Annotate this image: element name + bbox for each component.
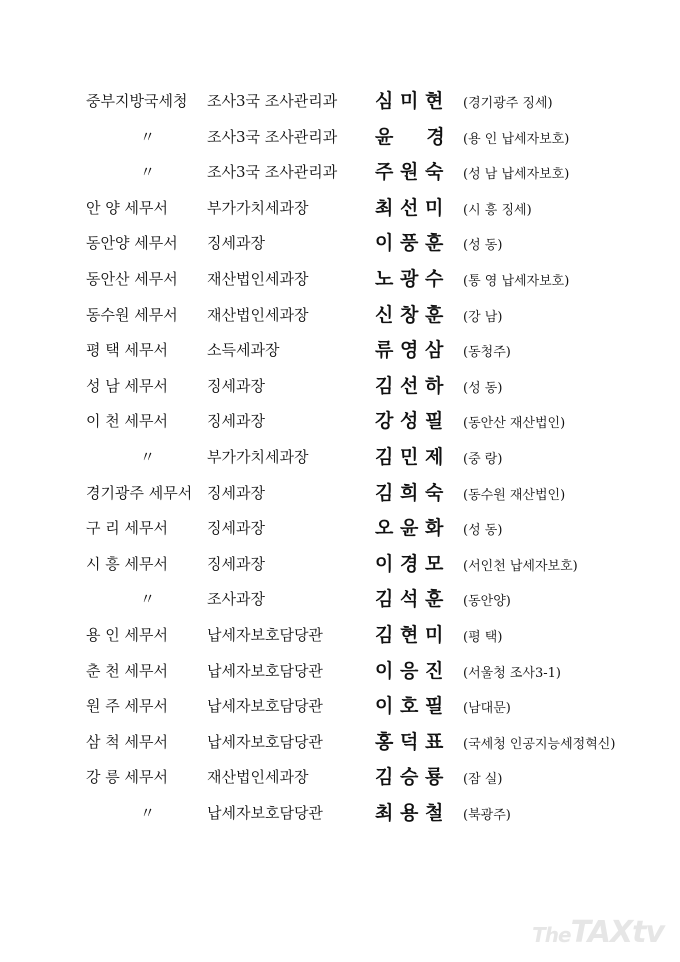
department-title: 납세자보호담당관 bbox=[207, 803, 323, 822]
previous-post: (동청주) bbox=[463, 345, 511, 361]
list-item bbox=[0, 402, 680, 438]
office-name: 동수원 세무서 bbox=[86, 305, 178, 324]
previous-post: (서인천 납세자보호) bbox=[463, 558, 578, 574]
person-name: 강 성 필 bbox=[375, 410, 444, 433]
person-name: 이 응 진 bbox=[375, 659, 444, 682]
department-title: 재산법인세과장 bbox=[207, 269, 309, 288]
list-item bbox=[0, 260, 680, 296]
person-name: 심 미 현 bbox=[375, 90, 444, 112]
list-item bbox=[0, 331, 680, 367]
office-name: 원 주 세무서 bbox=[86, 697, 168, 716]
person-name: 노 광 수 bbox=[375, 267, 444, 290]
department-title: 징세과장 bbox=[207, 483, 265, 502]
list-item bbox=[0, 723, 680, 759]
list-item bbox=[0, 189, 680, 225]
department-title: 부가가치세과장 bbox=[207, 447, 309, 466]
previous-post: (시 흥 징세) bbox=[463, 202, 532, 218]
office-name: 삼 척 세무서 bbox=[86, 732, 168, 751]
previous-post: (성 동) bbox=[463, 523, 503, 539]
list-item bbox=[0, 224, 680, 260]
person-name: 김 선 하 bbox=[375, 374, 444, 397]
appointment-list bbox=[0, 82, 680, 829]
previous-post: (북광주) bbox=[463, 807, 511, 823]
previous-post: (용 인 납세자보호) bbox=[463, 131, 570, 147]
office-name: 성 남 세무서 bbox=[86, 376, 168, 395]
thetaxtv-watermark bbox=[532, 915, 664, 950]
person-name: 이 호 필 bbox=[375, 695, 444, 718]
person-name: 홍 덕 표 bbox=[375, 730, 444, 753]
office-name: 평 택 세무서 bbox=[86, 341, 168, 360]
department-title: 조사3국 조사관리과 bbox=[207, 127, 338, 146]
previous-post: (남대문) bbox=[463, 701, 511, 717]
person-name: 윤 경 bbox=[375, 125, 445, 148]
previous-post: (잠 실) bbox=[463, 772, 503, 788]
watermark-main: TAXtv bbox=[570, 915, 664, 950]
office-name: 시 흥 세무서 bbox=[86, 554, 168, 573]
office-name: 중부지방국세청 bbox=[86, 92, 188, 110]
department-title: 납세자보호담당관 bbox=[207, 732, 323, 751]
person-name: 이 경 모 bbox=[375, 552, 444, 575]
office-name: 구 리 세무서 bbox=[86, 519, 168, 538]
office-name: 동안산 세무서 bbox=[86, 269, 178, 288]
previous-post: (성 동) bbox=[463, 238, 503, 254]
list-item bbox=[0, 474, 680, 510]
previous-post: (동안산 재산법인) bbox=[463, 416, 566, 432]
department-title: 징세과장 bbox=[207, 376, 265, 395]
office-name: 〃 bbox=[140, 447, 156, 466]
person-name: 오 윤 화 bbox=[375, 517, 444, 540]
person-name: 김 희 숙 bbox=[375, 481, 444, 504]
list-item bbox=[0, 82, 680, 118]
previous-post: (평 택) bbox=[463, 629, 503, 645]
list-item bbox=[0, 153, 680, 189]
office-name: 경기광주 세무서 bbox=[86, 483, 193, 502]
department-title: 조사과장 bbox=[207, 590, 265, 609]
previous-post: (동수원 재산법인) bbox=[463, 487, 566, 503]
department-title: 재산법인세과장 bbox=[207, 305, 309, 324]
office-name: 〃 bbox=[140, 163, 156, 182]
list-item bbox=[0, 580, 680, 616]
previous-post: (국세청 인공지능세정혁신) bbox=[463, 736, 616, 752]
department-title: 조사3국 조사관리과 bbox=[207, 163, 338, 182]
office-name: 춘 천 세무서 bbox=[86, 661, 168, 680]
office-name: 〃 bbox=[140, 803, 156, 822]
list-item bbox=[0, 509, 680, 545]
list-item bbox=[0, 758, 680, 794]
department-title: 재산법인세과장 bbox=[207, 768, 309, 787]
previous-post: (동안양) bbox=[463, 594, 511, 610]
previous-post: (통 영 납세자보호) bbox=[463, 273, 570, 289]
person-name: 최 선 미 bbox=[375, 196, 444, 219]
previous-post: (경기광주 징세) bbox=[463, 96, 553, 111]
department-title: 징세과장 bbox=[207, 519, 265, 538]
previous-post: (서울청 조사3-1) bbox=[463, 665, 562, 681]
office-name: 안 양 세무서 bbox=[86, 198, 168, 217]
department-title: 납세자보호담당관 bbox=[207, 661, 323, 680]
list-item bbox=[0, 118, 680, 154]
person-name: 김 민 제 bbox=[375, 445, 444, 468]
list-item bbox=[0, 616, 680, 652]
department-title: 징세과장 bbox=[207, 234, 265, 253]
person-name: 주 원 숙 bbox=[375, 161, 444, 184]
list-item bbox=[0, 652, 680, 688]
list-item bbox=[0, 794, 680, 830]
office-name: 〃 bbox=[140, 590, 156, 609]
office-name: 〃 bbox=[140, 127, 156, 146]
person-name: 이 풍 훈 bbox=[375, 232, 444, 255]
department-title: 납세자보호담당관 bbox=[207, 697, 323, 716]
department-title: 부가가치세과장 bbox=[207, 198, 309, 217]
person-name: 김 승 룡 bbox=[375, 766, 444, 789]
office-name: 이 천 세무서 bbox=[86, 412, 168, 431]
watermark-prefix: The bbox=[532, 923, 571, 947]
department-title: 조사3국 조사관리과 bbox=[207, 92, 338, 110]
office-name: 용 인 세무서 bbox=[86, 625, 168, 644]
previous-post: (성 남 납세자보호) bbox=[463, 167, 570, 183]
office-name: 강 릉 세무서 bbox=[86, 768, 168, 787]
department-title: 소득세과장 bbox=[207, 341, 280, 360]
previous-post: (강 남) bbox=[463, 309, 503, 325]
list-item bbox=[0, 367, 680, 403]
department-title: 납세자보호담당관 bbox=[207, 625, 323, 644]
office-name: 동안양 세무서 bbox=[86, 234, 178, 253]
list-item bbox=[0, 296, 680, 332]
person-name: 류 영 삼 bbox=[375, 339, 444, 362]
list-item bbox=[0, 687, 680, 723]
department-title: 징세과장 bbox=[207, 554, 265, 573]
person-name: 신 창 훈 bbox=[375, 303, 444, 326]
list-item bbox=[0, 438, 680, 474]
list-item bbox=[0, 545, 680, 581]
previous-post: (성 동) bbox=[463, 380, 503, 396]
previous-post: (중 랑) bbox=[463, 451, 503, 467]
person-name: 김 석 훈 bbox=[375, 588, 444, 611]
person-name: 김 현 미 bbox=[375, 623, 444, 646]
department-title: 징세과장 bbox=[207, 412, 265, 431]
person-name: 최 용 철 bbox=[375, 801, 444, 824]
